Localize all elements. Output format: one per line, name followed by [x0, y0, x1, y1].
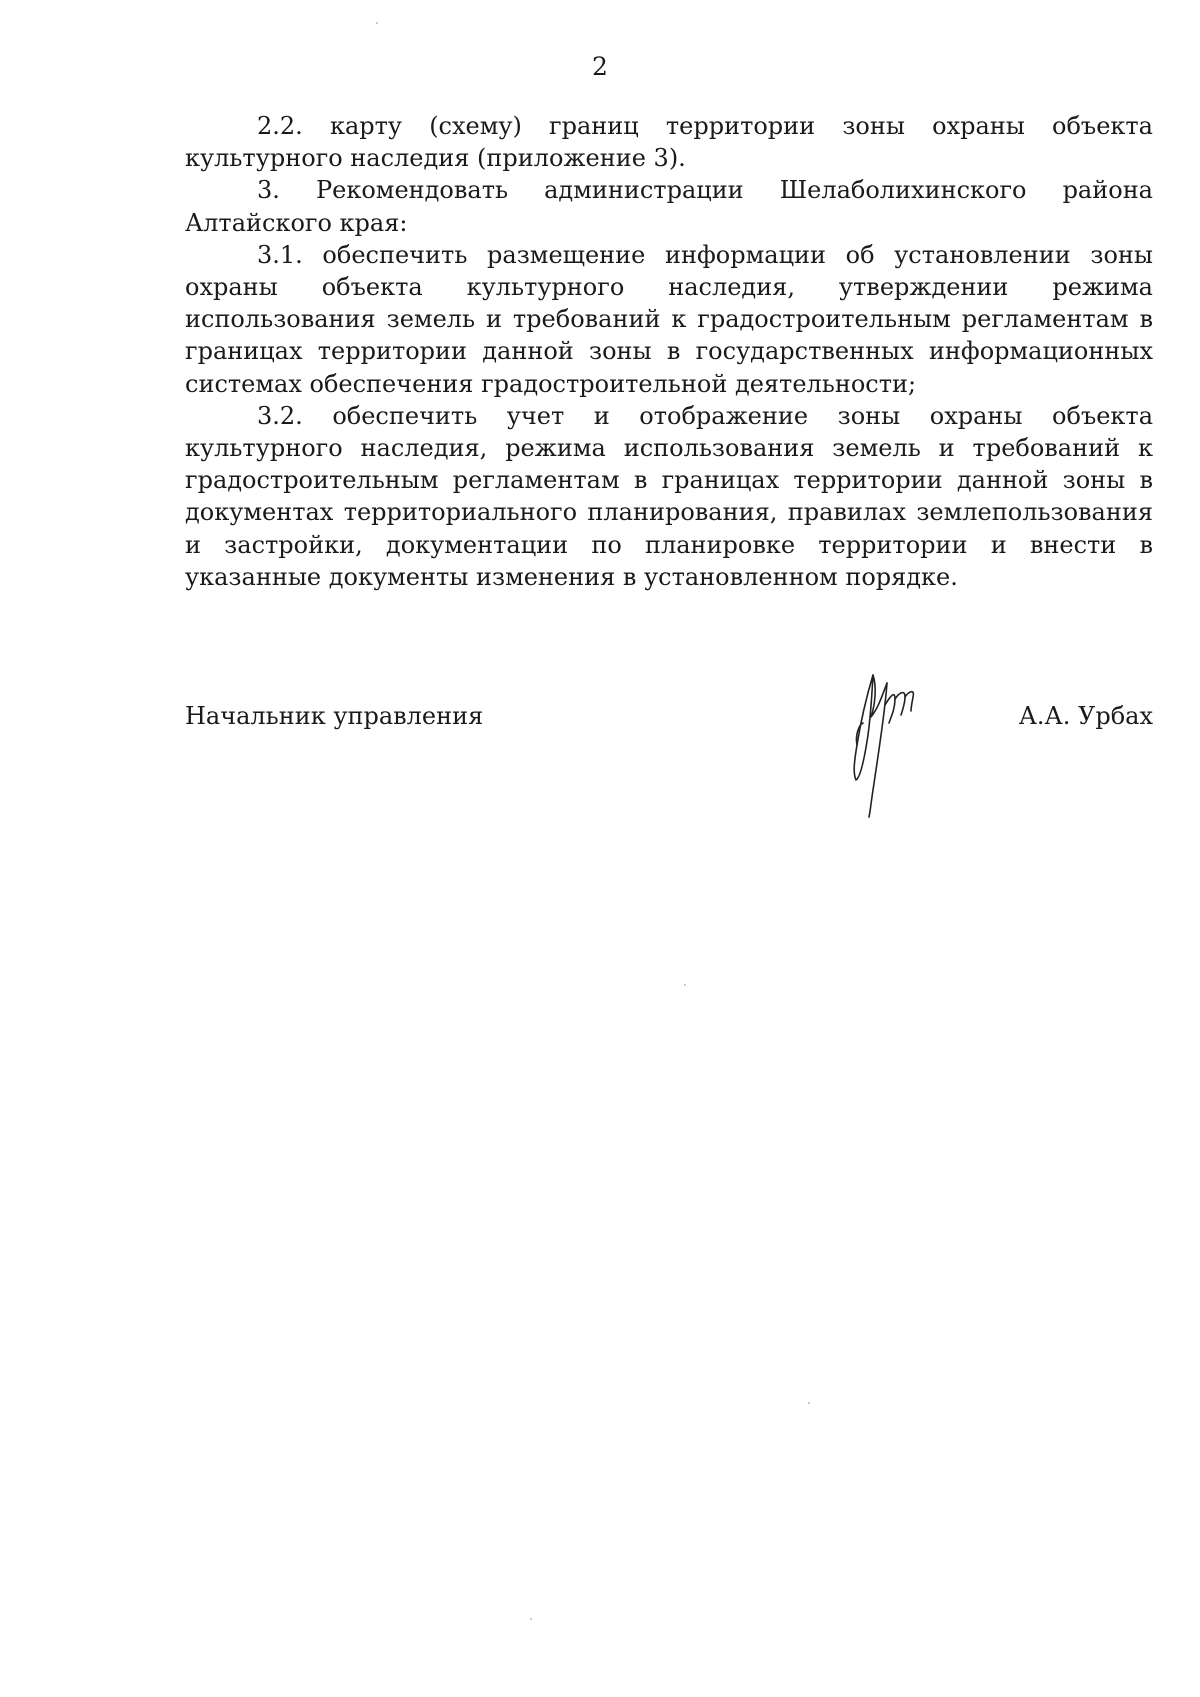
signer-title: Начальник управления — [185, 702, 484, 730]
paragraph-3-1: 3.1. обеспечить размещение информации об установлении зоны охраны объекта культурного наследия, утверждении режима использования земель и требований к градостроительным регламентам в границах территории данной зоны в государственных информационных системах обеспечения градостроительной деятельности; — [185, 240, 1153, 398]
signer-name: А.А. Урбах — [1018, 702, 1153, 730]
handwritten-signature — [835, 665, 935, 820]
paragraph-2-2: 2.2. карту (схему) границ территории зоны охраны объекта культурного наследия (приложение 3). — [185, 112, 1153, 173]
page-number: 2 — [592, 52, 608, 81]
paragraph-3-2: 3.2. обеспечить учет и отображение зоны охраны объекта культурного наследия, режима использования земель и требований к градостроительным регламентам в границах территории данной зоны в документах территориального планирования, правилах землепользования и застройки, документации по планировке территории и внести в указанные документы изменения в установленном порядке. — [185, 401, 1153, 591]
paragraph-3: 3. Рекомендовать администрации Шелаболихинского района Алтайского края: — [185, 176, 1153, 237]
signature-block — [185, 700, 1153, 740]
document-body — [185, 110, 1153, 593]
